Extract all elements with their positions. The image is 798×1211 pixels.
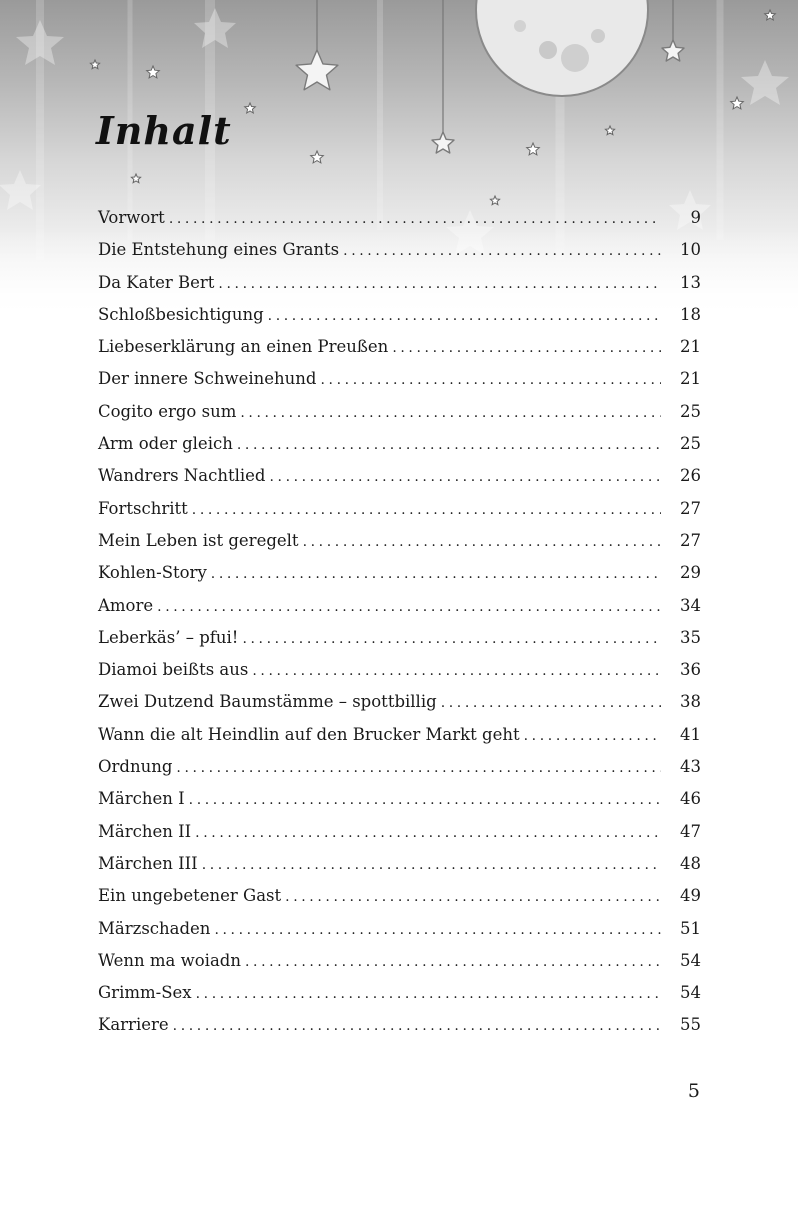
toc-entry <box>98 396 701 428</box>
toc-entry-title: Wann die alt Heindlin auf den Brucker Markt geht <box>98 724 520 744</box>
toc-entry-title: Fortschritt <box>98 498 188 518</box>
toc-leader-dots <box>240 397 661 429</box>
toc-entry <box>98 913 701 945</box>
toc-leader-dots <box>242 623 661 655</box>
toc-entry-page: 43 <box>680 757 701 777</box>
toc-entry-page: 10 <box>680 240 701 260</box>
toc-entry-title: Die Entstehung eines Grants <box>98 240 340 260</box>
moon-icon <box>476 0 648 96</box>
toc-entry-title: Märchen II <box>98 821 192 841</box>
toc-entry-title: Wenn ma woiadn <box>98 950 241 970</box>
toc-entry <box>98 751 701 783</box>
toc-entry-title: Wandrers Nachtlied <box>98 466 266 486</box>
toc-entry-page: 9 <box>690 208 701 227</box>
toc-leader-dots <box>441 687 661 719</box>
toc-leader-dots <box>303 526 661 558</box>
small-star-icon <box>131 174 140 183</box>
small-star-icon <box>90 60 99 69</box>
toc-entry-page: 54 <box>680 983 701 1003</box>
toc-entry-title: Zwei Dutzend Baumstämme – spottbillig <box>98 692 437 712</box>
toc-entry-page: 34 <box>680 595 701 615</box>
toc-entry-page: 25 <box>680 401 701 421</box>
toc-leader-dots <box>195 817 661 849</box>
toc-leader-dots <box>237 429 661 461</box>
hanging-star-icon <box>662 40 684 61</box>
toc-leader-dots <box>189 784 661 816</box>
toc-entry <box>98 719 701 751</box>
toc-entry <box>98 525 701 557</box>
toc-entry <box>98 428 701 460</box>
toc-entry <box>98 202 701 234</box>
toc-entry <box>98 654 701 686</box>
toc-entry-page: 35 <box>680 627 701 647</box>
toc-entry <box>98 622 701 654</box>
toc-leader-dots <box>157 591 661 623</box>
toc-entry <box>98 1009 701 1041</box>
toc-entry-page: 27 <box>680 530 701 550</box>
toc-entry-page: 49 <box>680 886 701 906</box>
toc-entry-page: 29 <box>680 563 701 583</box>
toc-entry <box>98 460 701 492</box>
toc-entry <box>98 977 701 1009</box>
toc-entry <box>98 331 701 363</box>
toc-leader-dots <box>268 300 661 332</box>
toc-entry-title: Cogito ergo sum <box>98 401 237 421</box>
toc-entry-page: 41 <box>680 724 701 744</box>
toc-entry <box>98 363 701 395</box>
small-star-icon <box>731 97 744 109</box>
toc-entry-title: Amore <box>98 595 154 615</box>
small-star-icon <box>605 126 614 135</box>
toc-entry <box>98 880 701 912</box>
toc-entry-title: Märzschaden <box>98 918 211 938</box>
toc-entry-page: 21 <box>680 337 701 357</box>
toc-entry-title: Märchen III <box>98 853 198 873</box>
toc-entry-page: 27 <box>680 498 701 518</box>
toc-entry-page: 18 <box>680 304 701 324</box>
toc-leader-dots <box>169 203 661 235</box>
toc-entry <box>98 234 701 266</box>
toc-leader-dots <box>173 1010 661 1042</box>
toc-entry-page: 55 <box>680 1015 701 1035</box>
toc-entry-title: Schloßbesichtigung <box>98 304 264 324</box>
toc-entry-title: Liebeserklärung an einen Preußen <box>98 337 389 357</box>
hanging-star-icon <box>296 50 338 90</box>
toc-leader-dots <box>285 881 661 913</box>
toc-entry-title: Mein Leben ist geregelt <box>98 530 299 550</box>
toc-leader-dots <box>196 978 661 1010</box>
small-star-icon <box>311 151 324 163</box>
toc-entry <box>98 686 701 718</box>
toc-entry-title: Vorwort <box>98 208 165 227</box>
toc-entry-title: Märchen I <box>98 789 185 809</box>
toc-entry-page: 54 <box>680 950 701 970</box>
toc-entry-title: Ein ungebetener Gast <box>98 886 282 906</box>
small-star-icon <box>245 103 256 113</box>
toc-entry-title: Karriere <box>98 1015 169 1035</box>
toc-leader-dots <box>524 720 661 752</box>
toc-leader-dots <box>321 364 662 396</box>
toc-entry-page: 25 <box>680 434 701 454</box>
toc-entry <box>98 848 701 880</box>
toc-entry-page: 21 <box>680 369 701 389</box>
toc-entry-page: 13 <box>680 272 701 292</box>
toc-entry-page: 48 <box>680 853 701 873</box>
toc-entry-page: 26 <box>680 466 701 486</box>
toc-leader-dots <box>176 752 661 784</box>
toc-entry <box>98 816 701 848</box>
small-star-icon <box>147 66 160 78</box>
toc-entry <box>98 267 701 299</box>
toc-leader-dots <box>269 461 661 493</box>
toc-leader-dots <box>252 655 661 687</box>
toc-entry-page: 46 <box>680 789 701 809</box>
toc-entry <box>98 493 701 525</box>
toc-leader-dots <box>192 494 661 526</box>
table-of-contents <box>98 202 701 1042</box>
toc-entry-page: 47 <box>680 821 701 841</box>
small-star-icon <box>765 10 776 20</box>
toc-leader-dots <box>245 946 661 978</box>
toc-entry <box>98 299 701 331</box>
toc-entry-title: Kohlen-Story <box>98 563 207 583</box>
toc-entry-page: 51 <box>680 918 701 938</box>
toc-leader-dots <box>218 268 661 300</box>
toc-entry-title: Diamoi beißts aus <box>98 660 249 680</box>
small-star-icon <box>527 143 540 155</box>
toc-leader-dots <box>343 235 661 267</box>
toc-leader-dots <box>211 558 661 590</box>
toc-leader-dots <box>214 914 661 946</box>
toc-entry-page: 38 <box>680 692 701 712</box>
toc-entry-title: Arm oder gleich <box>98 434 233 454</box>
toc-entry <box>98 945 701 977</box>
toc-leader-dots <box>392 332 661 364</box>
toc-entry-title: Der innere Schweinehund <box>98 369 317 389</box>
toc-entry <box>98 783 701 815</box>
toc-entry <box>98 557 701 589</box>
toc-entry-title: Ordnung <box>98 757 173 777</box>
toc-entry-title: Leberkäs’ – pfui! <box>98 627 239 647</box>
toc-entry-page: 36 <box>680 660 701 680</box>
toc-leader-dots <box>202 849 661 881</box>
toc-entry-title: Da Kater Bert <box>98 272 215 292</box>
toc-entry <box>98 590 701 622</box>
page-number: 5 <box>687 1080 700 1102</box>
hanging-star-icon <box>432 132 454 153</box>
toc-entry-title: Grimm-Sex <box>98 983 192 1003</box>
page-title: Inhalt <box>96 108 232 153</box>
